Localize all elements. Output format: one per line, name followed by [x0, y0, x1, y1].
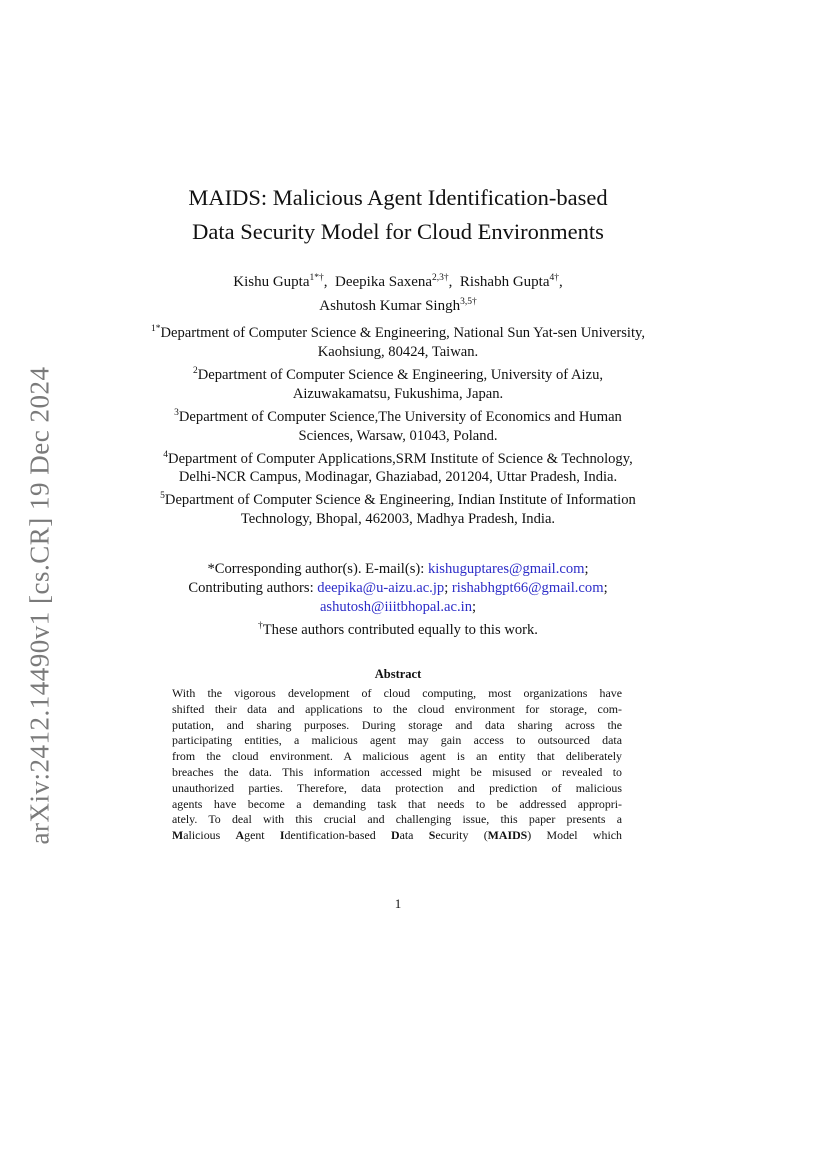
acronym-full: MAIDS [487, 828, 528, 843]
authors-line-2 [100, 292, 696, 316]
affiliation-text: Department of Computer Science,The University of Economics and Human Sciences, Warsaw, 01043, Poland. [178, 408, 622, 444]
affiliation-item [150, 487, 646, 529]
author-name: Ashutosh Kumar Singh [319, 298, 461, 314]
equal-contribution-note [140, 617, 656, 640]
abstract-line: With the vigorous development of cloud computing, most organizations have [172, 686, 622, 700]
affiliation-text: Department of Computer Science & Engineering, National Sun Yat-sen University, Kaohsiung, 80424, Taiwan. [160, 324, 646, 360]
abstract-line: unauthorized parties. Therefore, data protection and prediction of malicious [172, 780, 622, 795]
separator: ; [584, 561, 589, 577]
corresponding-email-link[interactable]: kishuguptares@gmail.com [427, 561, 585, 577]
author-name: Kishu Gupta [233, 274, 310, 290]
acronym-letter: A [235, 828, 245, 843]
author-list [100, 268, 696, 316]
affiliation-sup: 1* [150, 324, 161, 334]
page-number: 1 [394, 896, 402, 911]
affiliations [150, 320, 646, 529]
paper-title [100, 181, 696, 249]
abstract-line: participating entities, a malicious agent may gain access to outsourced data [172, 733, 622, 748]
email-link-singh[interactable]: ashutosh@iiitbhopal.ac.in [319, 599, 472, 615]
author-sup: 3,5† [460, 297, 477, 307]
abstract-line-acronym [172, 828, 622, 844]
arxiv-sidebar-stamp [20, 360, 60, 850]
affiliation-text: Department of Computer Science & Engineering, Indian Institute of Information Technology, Bhopal, 462003, Madhya Pradesh, India. [164, 492, 636, 528]
acronym-rest: gent [244, 828, 280, 843]
abstract-line: breaches the data. This information accessed might be misused or revealed to [172, 764, 622, 779]
author-name: Deepika Saxena [335, 274, 433, 290]
equal-contribution-text: These authors contributed equally to this work. [262, 621, 538, 638]
author-sup: 2,3† [432, 273, 449, 283]
email-line-3 [140, 598, 656, 617]
acronym-rest: alicious [183, 828, 236, 843]
corresponding-line [140, 560, 656, 579]
correspondence-block [140, 560, 656, 640]
affiliation-item [150, 362, 646, 404]
acronym-letter: S [428, 828, 436, 843]
contributing-line [140, 579, 656, 598]
abstract-line: ately. To deal with this crucial and challenging issue, this paper presents a [172, 812, 622, 827]
title-line-2: Data Security Model for Cloud Environments [192, 219, 604, 244]
abstract-line: from the cloud environment. A malicious agent is an entity that deliberately [172, 749, 622, 764]
affiliation-sup: 2 [192, 365, 198, 376]
abstract-line: agents have become a demanding task that needs to be addressed appropri- [172, 796, 622, 811]
affiliation-item [150, 320, 646, 362]
affiliation-item [150, 446, 646, 488]
abstract-line: putation, and sharing purposes. During storage and data sharing across the [172, 717, 622, 732]
affiliation-sup: 3 [174, 407, 179, 418]
corresponding-label: *Corresponding author(s). E-mail(s): [207, 561, 428, 577]
acronym-rest: ) Model which [527, 828, 622, 843]
title-line-1: MAIDS: Malicious Agent Identification-based [188, 185, 608, 210]
affiliation-sup: 5 [160, 491, 165, 502]
arxiv-identifier: arXiv:2412.14490v1 [cs.CR] 19 Dec 2024 [24, 366, 55, 844]
authors-line-1: Kishu Gupta$^{1*\dagger}$, Deepika Saxena$^{2,3\dagger}$, Rishabh Gupta$^{4\dagger}$, [233, 273, 563, 290]
abstract-heading: Abstract [374, 667, 422, 681]
contributing-label: Contributing authors: [188, 580, 318, 596]
affiliation-text: Department of Computer Science & Engineering, University of Aizu, Aizuwakamatsu, Fukushima, Japan. [197, 366, 604, 402]
acronym-letter: I [279, 828, 285, 843]
separator: ; [472, 599, 477, 615]
author-sup: 1*† [309, 273, 324, 283]
email-link-gupta[interactable]: rishabhgpt66@gmail.com [451, 580, 604, 596]
affiliation-sup: 4 [163, 449, 169, 460]
abstract-line: shifted their data and applications to the cloud environment for storage, com- [172, 701, 622, 716]
acronym-rest: ata [399, 828, 429, 843]
abstract-body [172, 686, 622, 844]
affiliation-item [150, 404, 646, 446]
acronym-letter: D [390, 828, 400, 843]
author-name: Rishabh Gupta [459, 274, 550, 290]
separator: ; [603, 580, 608, 596]
author-sup: 4† [549, 273, 559, 283]
acronym-rest: dentification-based [284, 828, 391, 843]
acronym-letter: M [172, 828, 184, 843]
dagger-mark: † [258, 621, 263, 631]
affiliation-text: Department of Computer Applications,SRM Institute of Science & Technology, Delhi-NCR Campus, Modinagar, Ghaziabad, 201204, Uttar Pradesh, India. [168, 450, 633, 486]
email-link-saxena[interactable]: deepika@u-aizu.ac.jp [317, 580, 445, 596]
separator: ; [444, 580, 449, 596]
acronym-rest: ecurity ( [435, 828, 488, 843]
